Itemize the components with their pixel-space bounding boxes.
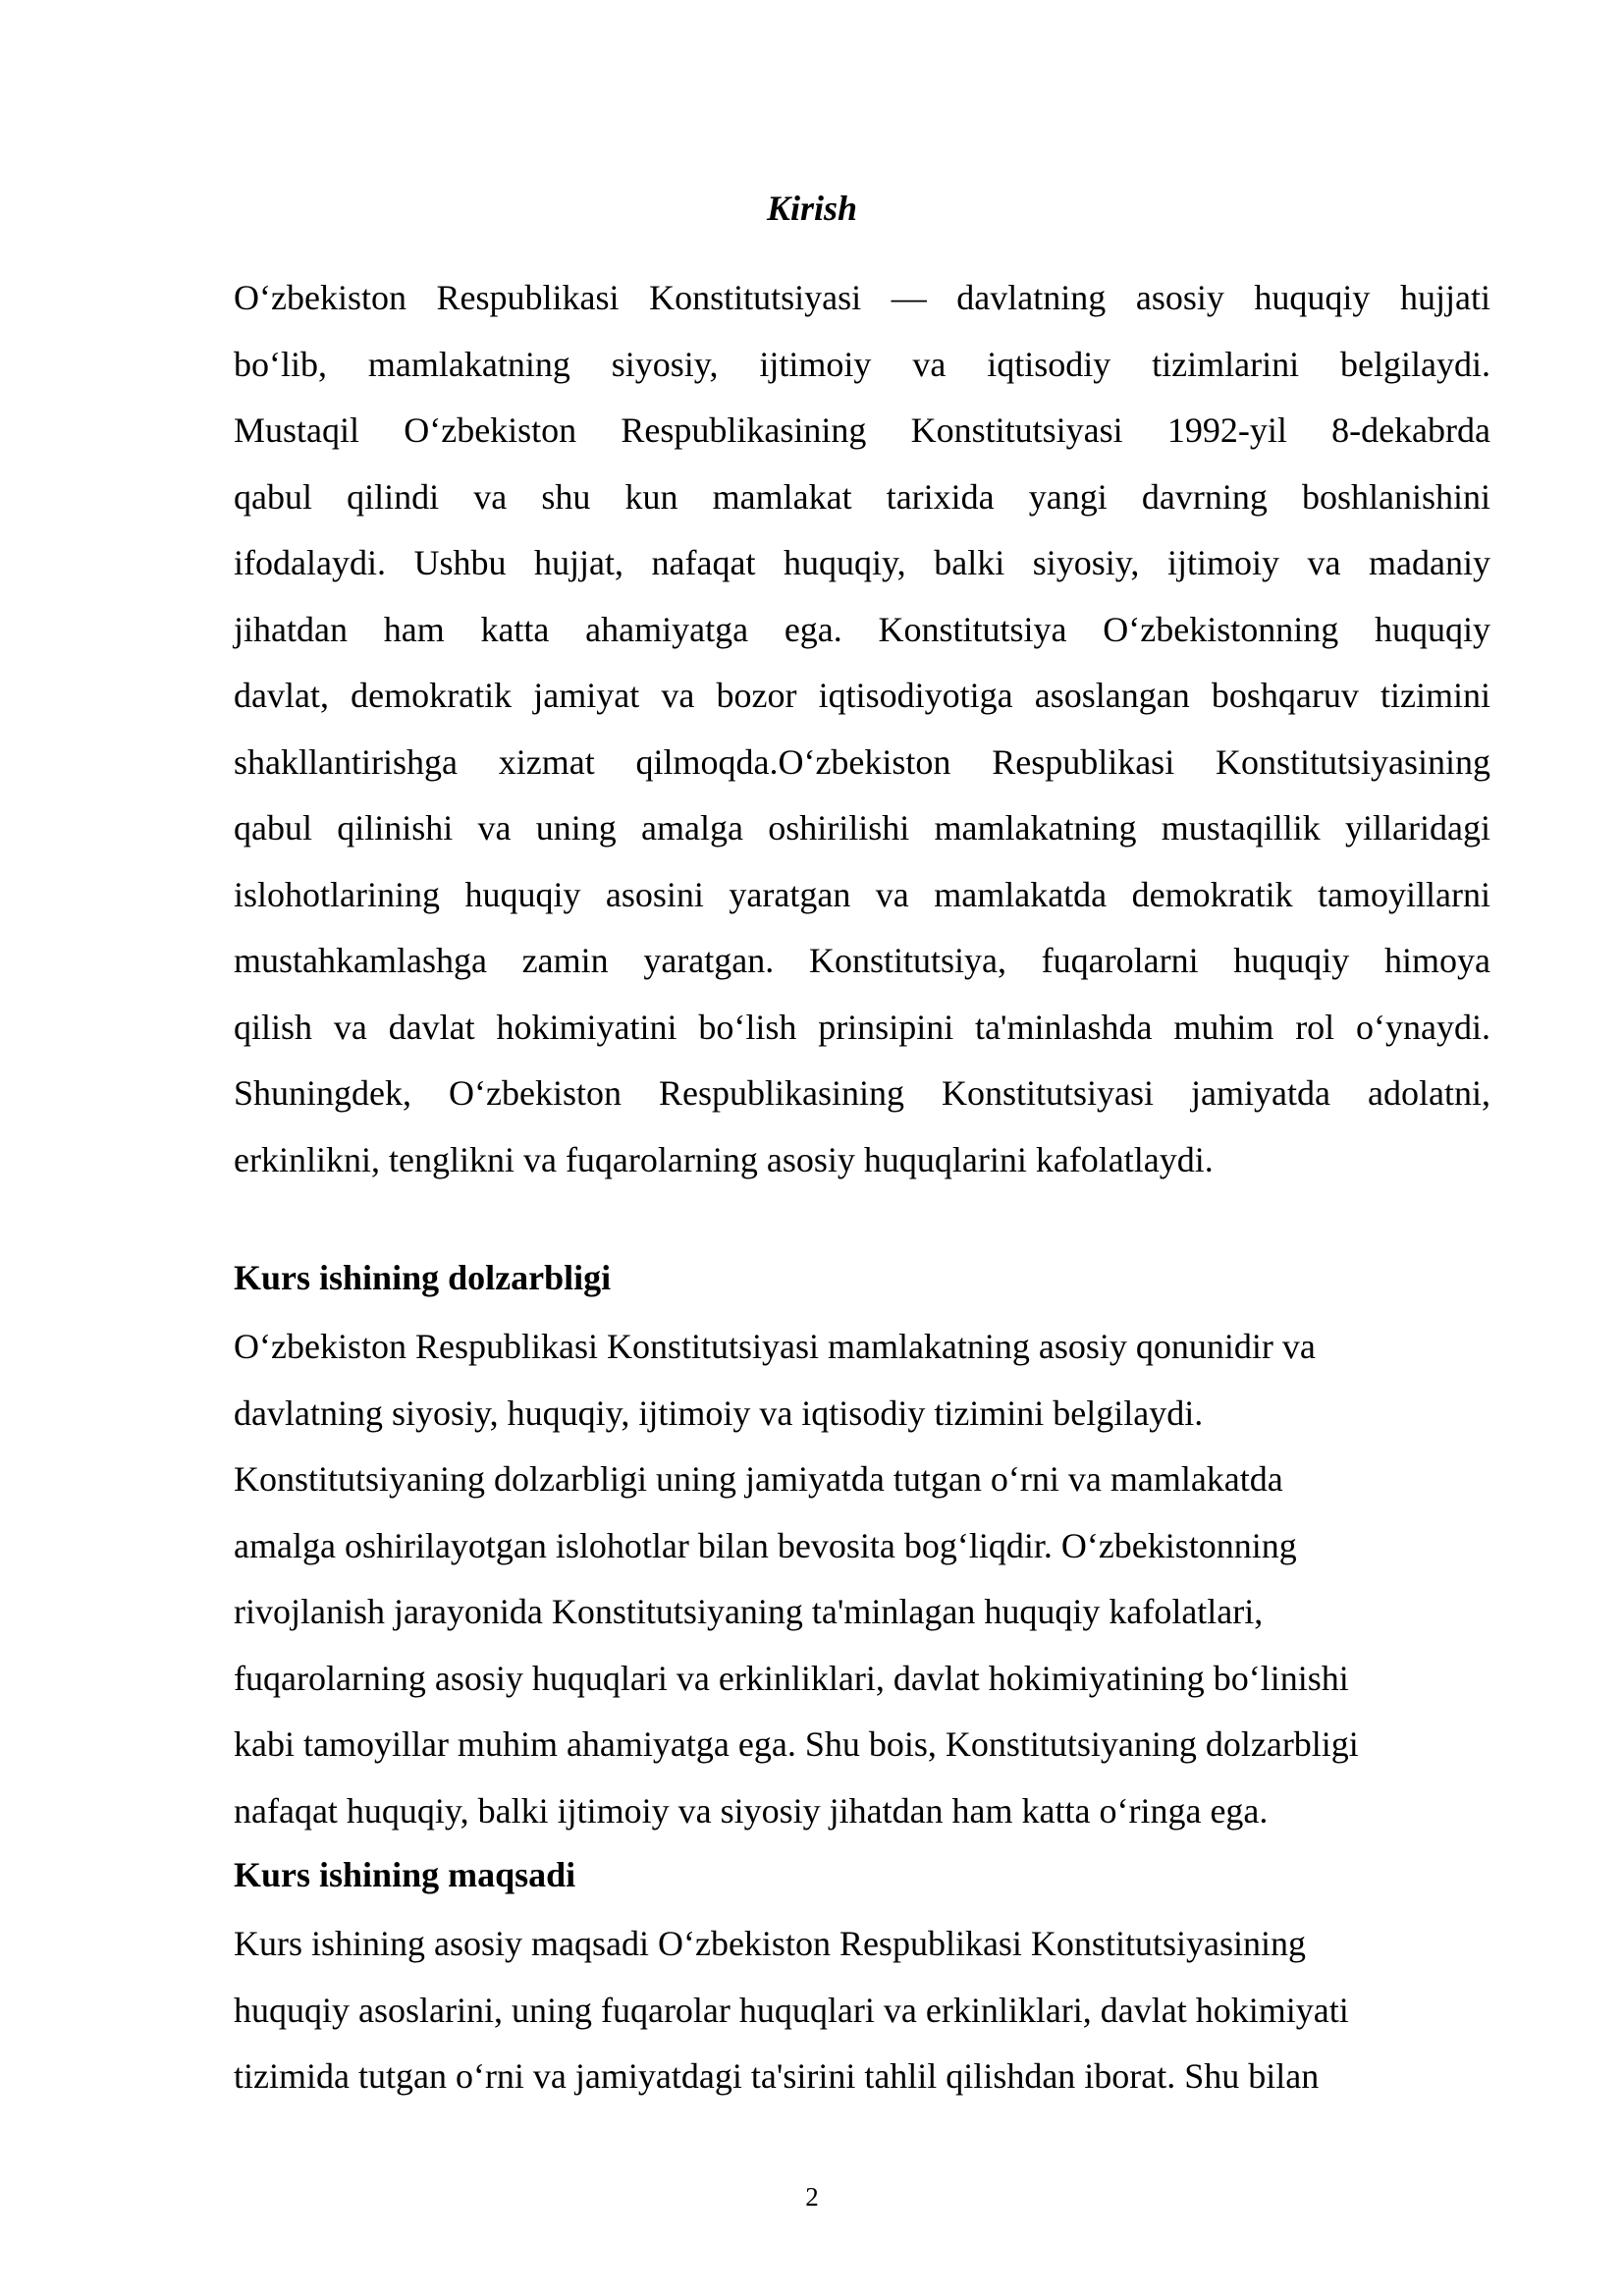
text-line: bo‘lib, mamlakatning siyosiy, ijtimoiy va iqtisodiy tizimlarini belgilaydi. bbox=[234, 344, 1490, 384]
section-heading-goal: Kurs ishining maqsadi bbox=[234, 1855, 576, 1894]
text-line: Konstitutsiyaning dolzarbligi uning jamiyatda tutgan o‘rni va mamlakatda bbox=[234, 1459, 1283, 1499]
text-line: kabi tamoyillar muhim ahamiyatga ega. Shu bois, Konstitutsiyaning dolzarbligi bbox=[234, 1724, 1359, 1764]
text-line: qabul qilinishi va uning amalga oshirilishi mamlakatning mustaqillik yillaridagi bbox=[234, 808, 1490, 847]
text-line: qabul qilindi va shu kun mamlakat tarixida yangi davrning boshlanishini bbox=[234, 476, 1490, 517]
section-heading-relevance: Kurs ishining dolzarbligi bbox=[234, 1258, 612, 1297]
text-line: shakllantirishga xizmat qilmoqda.O‘zbekiston Respublikasi Konstitutsiyasining bbox=[234, 741, 1490, 782]
text-line: O‘zbekiston Respublikasi Konstitutsiyasi — davlatning asosiy huquqiy hujjati bbox=[234, 278, 1490, 317]
text-line: mustahkamlashga zamin yaratgan. Konstitutsiya, fuqarolarni huquqiy himoya bbox=[234, 941, 1490, 980]
intro-paragraph bbox=[234, 265, 1490, 1193]
text-line: Mustaqil O‘zbekiston Respublikasining Konstitutsiyasi 1992-yil 8-dekabrda bbox=[234, 410, 1490, 450]
text-line: rivojlanish jarayonida Konstitutsiyaning ta'minlagan huquqiy kafolatlari, bbox=[234, 1592, 1264, 1631]
text-line: qilish va davlat hokimiyatini bo‘lish prinsipini ta'minlashda muhim rol o‘ynaydi. bbox=[234, 1007, 1490, 1047]
text-line: O‘zbekiston Respublikasi Konstitutsiyasi mamlakatning asosiy qonunidir va bbox=[234, 1327, 1316, 1366]
text-line: davlat, demokratik jamiyat va bozor iqtisodiyotiga asoslangan boshqaruv tizimini bbox=[234, 676, 1490, 715]
page-number: 2 bbox=[805, 2182, 819, 2212]
text-line: Kurs ishining asosiy maqsadi O‘zbekiston Respublikasi Konstitutsiyasining bbox=[234, 1924, 1306, 1963]
text-line: jihatdan ham katta ahamiyatga ega. Konstitutsiya O‘zbekistonning huquqiy bbox=[234, 609, 1490, 649]
goal-paragraph bbox=[234, 1911, 1490, 2110]
text-line: Shuningdek, O‘zbekiston Respublikasining Konstitutsiyasi jamiyatda adolatni, bbox=[234, 1073, 1490, 1113]
text-line: davlatning siyosiy, huquqiy, ijtimoiy va iqtisodiy tizimini belgilaydi. bbox=[234, 1393, 1204, 1433]
text-line: nafaqat huquqiy, balki ijtimoiy va siyosiy jihatdan ham katta o‘ringa ega. bbox=[234, 1790, 1269, 1831]
text-line: fuqarolarning asosiy huquqlari va erkinliklari, davlat hokimiyatining bo‘linishi bbox=[234, 1658, 1349, 1698]
text-line: tizimida tutgan o‘rni va jamiyatdagi ta'sirini tahlil qilishdan iborat. Shu bilan bbox=[234, 2056, 1320, 2096]
text-line: erkinlikni, tenglikni va fuqarolarning asosiy huquqlarini kafolatlaydi. bbox=[234, 1139, 1214, 1179]
relevance-paragraph bbox=[234, 1314, 1490, 1844]
text-line: islohotlarining huquqiy asosini yaratgan va mamlakatda demokratik tamoyillarni bbox=[234, 874, 1490, 914]
text-line: huquqiy asoslarini, uning fuqarolar huquqlari va erkinliklari, davlat hokimiyati bbox=[234, 1990, 1349, 2030]
text-line: amalga oshirilayotgan islohotlar bilan bevosita bog‘liqdir. O‘zbekistonning bbox=[234, 1525, 1297, 1565]
text-line: ifodalaydi. Ushbu hujjat, nafaqat huquqiy, balki siyosiy, ijtimoiy va madaniy bbox=[234, 543, 1490, 582]
page-title: Kirish bbox=[766, 189, 858, 228]
